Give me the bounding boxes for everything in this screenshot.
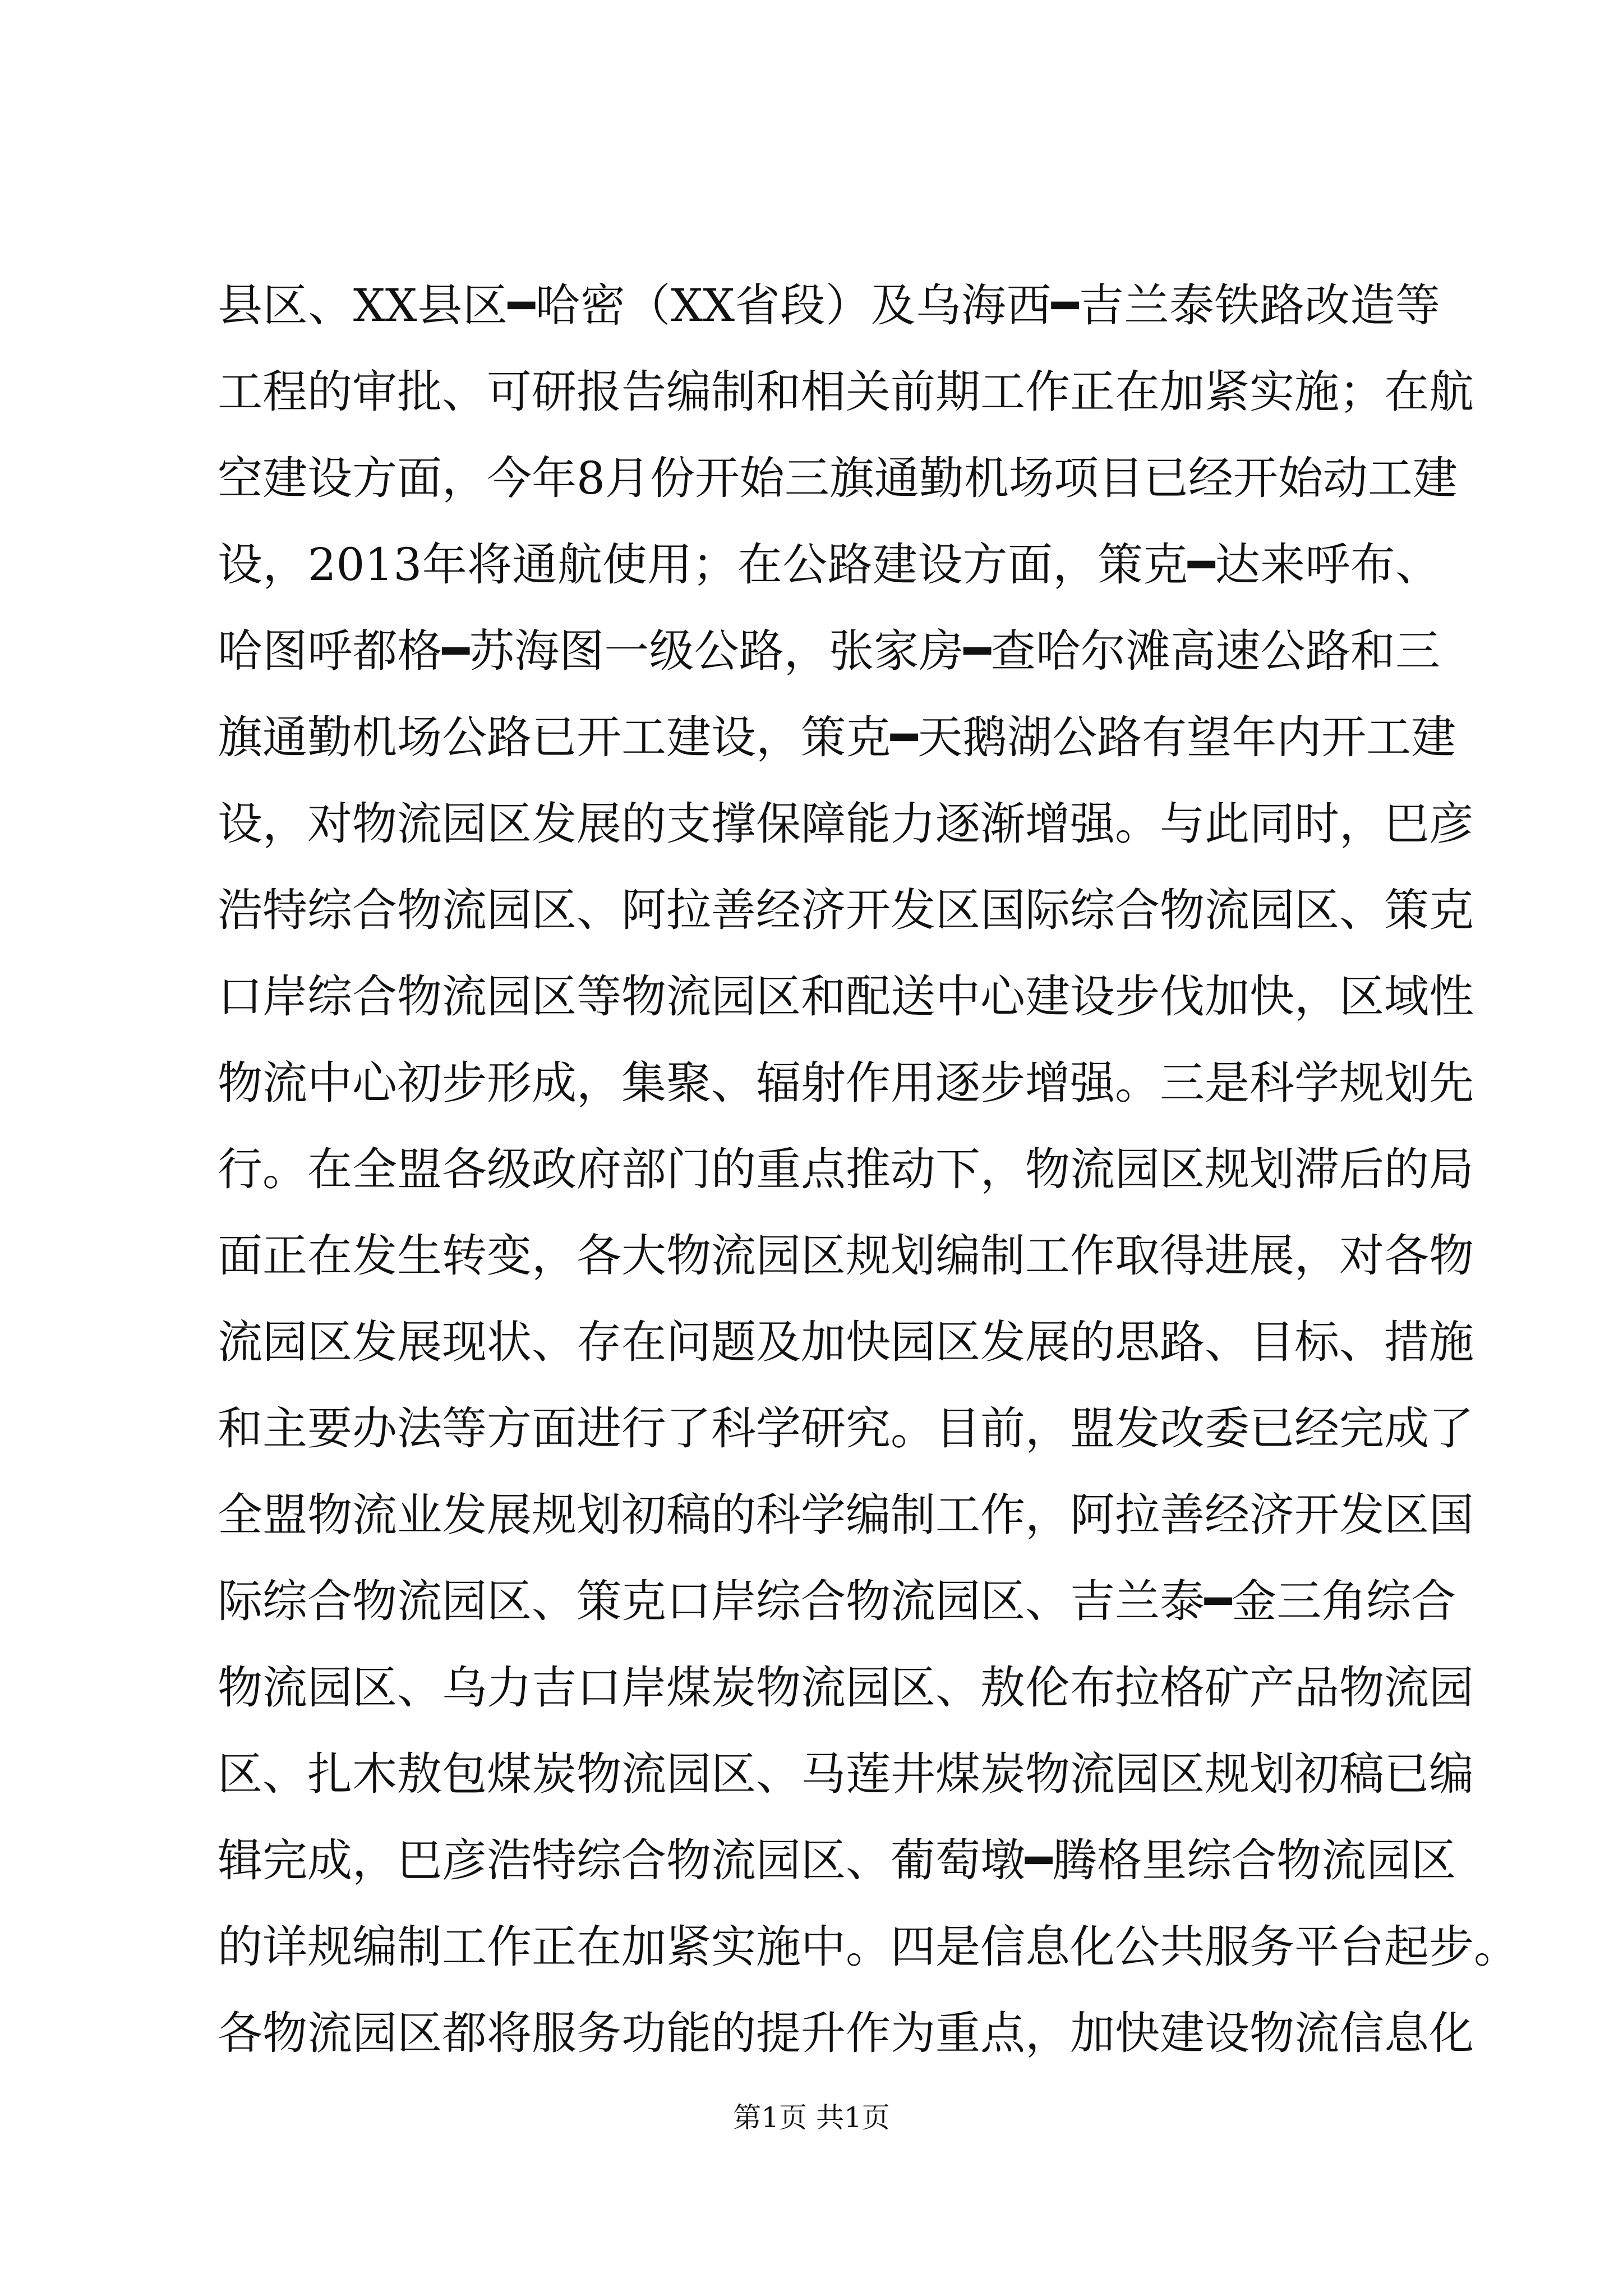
text-line: 设，对物流园区发展的支撑保障能力逐渐增强。与此同时，巴彦 [218,798,1474,850]
text-line: 区、扎木敖包煤炭物流园区、马莲井煤炭物流园区规划初稿已编 [218,1748,1474,1800]
text-line: 物流中心初步形成，集聚、辐射作用逐步增强。三是科学规划先 [218,1057,1474,1109]
text-line: 际综合物流园区、策克口岸综合物流园区、吉兰泰━金三角综合 [218,1575,1456,1627]
text-line: 工程的审批、可研报告编制和相关前期工作正在加紧实施；在航 [218,366,1474,418]
text-line: 辑完成，巴彦浩特综合物流园区、葡萄墩━腾格里综合物流园区 [218,1834,1456,1887]
text-line: 空建设方面，今年8月份开始三旗通勤机场项目已经开始动工建 [218,452,1458,504]
text-line: 和主要办法等方面进行了科学研究。目前，盟发改委已经完成了 [218,1402,1474,1455]
text-line: 物流园区、乌力吉口岸煤炭物流园区、敖伦布拉格矿产品物流园 [218,1662,1474,1714]
text-line: 哈图呼都格━苏海图一级公路，张家房━查哈尔滩高速公路和三 [218,625,1440,677]
text-line: 面正在发生转变，各大物流园区规划编制工作取得进展，对各物 [218,1230,1474,1282]
text-line: 流园区发展现状、存在问题及加快园区发展的思路、目标、措施 [218,1316,1474,1368]
text-line: 各物流园区都将服务功能的提升作为重点，加快建设物流信息化 [218,2007,1474,2059]
page-footer: 第1页 共1页 [733,2101,890,2134]
text-line: 设，2013年将通航使用；在公路建设方面，策克━达来呼布、 [218,539,1440,591]
text-line: 全盟物流业发展规划初稿的科学编制工作，阿拉善经济开发区国 [218,1489,1474,1541]
body-paragraph [218,263,1519,2077]
text-line: 浩特综合物流园区、阿拉善经济开发区国际综合物流园区、策克 [218,884,1474,936]
text-line: 旗通勤机场公路已开工建设，策克━天鹅湖公路有望年内开工建 [218,711,1456,763]
text-line: 口岸综合物流园区等物流园区和配送中心建设步伐加快，区域性 [218,970,1474,1023]
text-line: 县区、XX县区━哈密（XX省段）及乌海西━吉兰泰铁路改造等 [218,279,1440,332]
text-line: 的详规编制工作正在加紧实施中。四是信息化公共服务平台起步。 [218,1921,1519,1973]
text-line: 行。在全盟各级政府部门的重点推动下，物流园区规划滞后的局 [218,1143,1474,1195]
